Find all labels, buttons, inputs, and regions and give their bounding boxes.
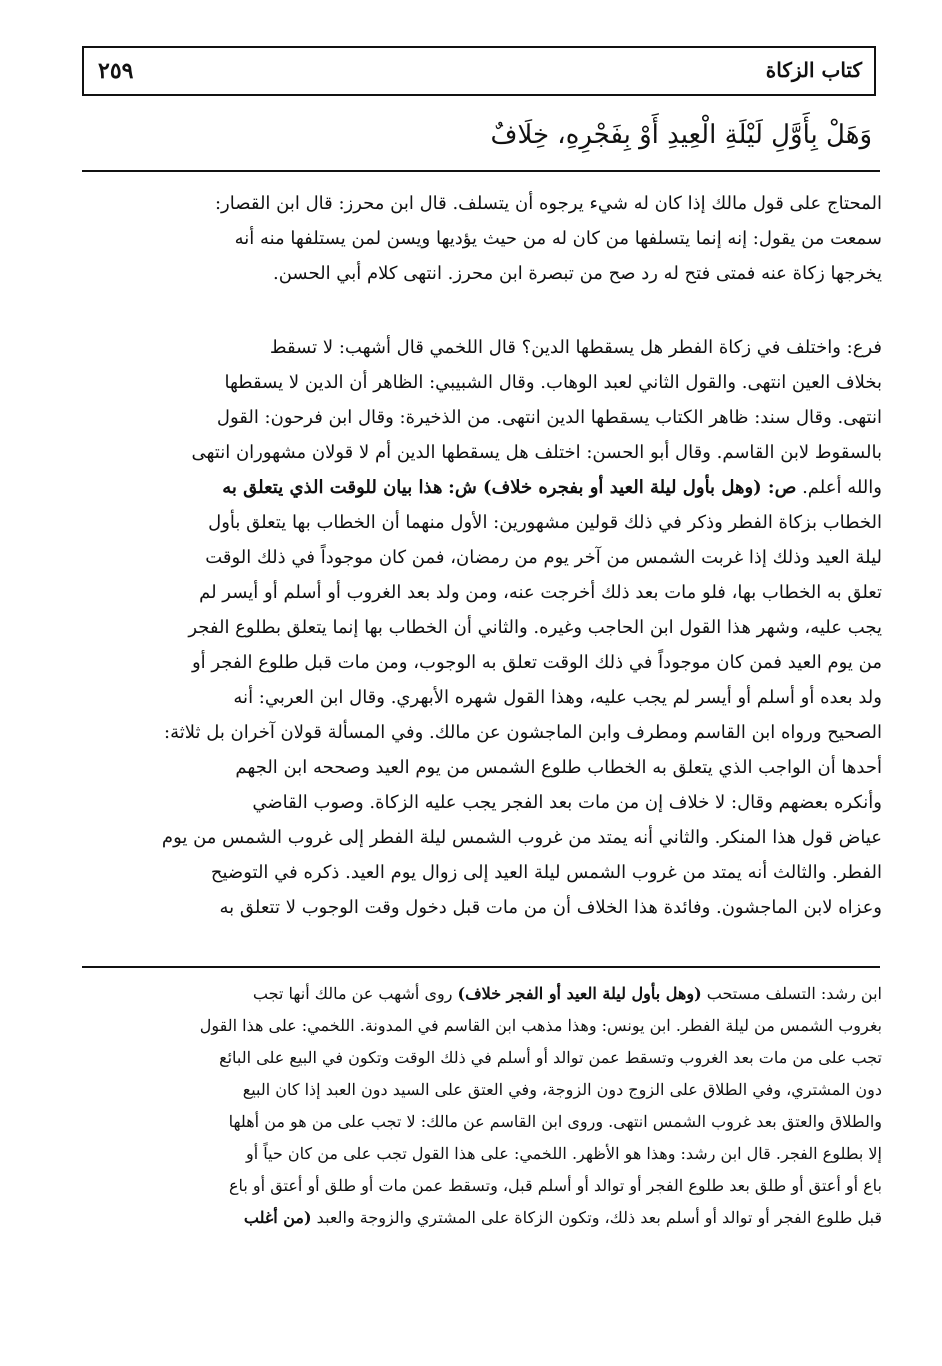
chapter-title: كتاب الزكاة — [765, 58, 862, 82]
footnote-line: والطلاق والعتق بعد غروب الشمس انتهى. وروى ابن القاسم عن مالك: لا تجب على من هو من أهلها — [228, 1112, 882, 1131]
footnote-line: تجب على من مات بعد الغروب وتسقط عمن توالد أو أسلم في ذلك الوقت وتكون في البيع على البائع — [219, 1048, 882, 1067]
text-line: وعزاه لابن الماجشون. وفائدة هذا الخلاف أن من مات قبل دخول وقت الوجوب لا تتعلق به — [219, 897, 882, 918]
text-line: المحتاج على قول مالك إذا كان له شيء يرجوه أن يتسلف. قال ابن محرز: قال ابن القصار: — [214, 193, 882, 214]
footnote-line: دون المشتري، وفي الطلاق على الزوج دون الزوجة، وفي العتق على السيد دون العبد إذا كان البيع — [242, 1080, 882, 1099]
commentary-top — [82, 186, 882, 291]
section-heading: ص: (وهل بأول ليلة العيد أو بفجره خلاف) ش: — [448, 477, 797, 498]
footnote-line: بغروب الشمس من ليلة الفطر. ابن يونس: وهذا مذهب ابن القاسم في المدونة. اللخمي: على هذا القول — [199, 1016, 882, 1035]
matn-separator — [82, 170, 880, 172]
text-line: الفطر. والثالث أنه يمتد من غروب الشمس ليلة العيد إلى زوال يوم العيد. ذكره في التوضيح — [210, 862, 882, 883]
page-number: ٢٥٩ — [98, 58, 134, 84]
text-line: الخطاب بزكاة الفطر وذكر في ذلك قولين مشهورين: الأول منهما أن الخطاب بها يتعلق بأول — [208, 512, 882, 533]
footnote — [82, 978, 882, 1234]
text-line: ولد بعده أو أسلم أو أيسر لم يجب عليه، وهذا القول شهره الأبهري. وقال ابن العربي: أنه — [233, 687, 882, 708]
footnote-lead-rest: روى أشهب عن مالك أنها تجب — [252, 984, 453, 1003]
footnote-line: باع أو أعتق أو طلق بعد طلوع الفجر أو توالد أو أسلم قبل، وتسقط عمن مات أو طلق أو أعتق أو باع — [228, 1176, 882, 1195]
footnote-line: إلا بطلوع الفجر. قال ابن رشد: وهذا هو الأظهر. اللخمي: على هذا القول تجب على من كان حياً أو — [245, 1144, 882, 1163]
text-line: ليلة العيد وذلك إذا غربت الشمس من آخر يوم من رمضان، فمن كان موجوداً في ذلك الوقت — [205, 547, 882, 568]
matn-text: وَهَلْ بِأَوَّلِ لَيْلَةِ الْعِيدِ أَوْ بِفَجْرِهِ، خِلَافٌ — [490, 120, 872, 150]
text-line: الصحيح ورواه ابن القاسم ومطرف وابن الماجشون عن مالك. وفي المسألة قولان آخران بل ثلاثة: — [164, 722, 882, 743]
footnote-quote: (وهل بأول ليلة العيد أو الفجر خلاف) — [457, 984, 702, 1003]
text-line-with-heading — [82, 470, 882, 505]
text-line: تعلق به الخطاب بها، فلو مات بعد ذلك أخرجت عنه، ومن ولد بعد الغروب أو أسلم أو أيسر لم — [199, 582, 882, 603]
footnote-last-line — [82, 1202, 882, 1234]
footnote-lead: ابن رشد: التسلف مستحب — [706, 984, 882, 1003]
text-line: فرع: واختلف في زكاة الفطر هل يسقطها الدين؟ قال اللخمي قال أشهب: لا تسقط — [269, 337, 882, 358]
footnote-first-line — [82, 978, 882, 1010]
text-line: عياض قول هذا المنكر. والثاني أنه يمتد من غروب الشمس ليلة الفطر إلى غروب الشمس من يوم — [161, 827, 882, 848]
heading-explanation: هذا بيان للوقت الذي يتعلق به — [222, 477, 443, 498]
text-line: وأنكره بعضهم وقال: لا خلاف إن من مات بعد الفجر يجب عليه الزكاة. وصوب القاضي — [252, 792, 882, 813]
text-line: يجب عليه، وشهر هذا القول ابن الحاجب وغيره. والثاني أن الخطاب بها إنما يتعلق بطلوع الفجر — [188, 617, 882, 638]
running-header — [82, 46, 876, 96]
closing-phrase: والله أعلم. — [802, 477, 882, 498]
footnote-last-text: قبل طلوع الفجر أو توالد أو أسلم بعد ذلك، وتكون الزكاة على المشتري والزوجة والعبد — [316, 1208, 882, 1227]
text-line: أحدها أن الواجب الذي يتعلق به الخطاب طلوع الشمس من يوم العيد وصححه ابن الجهم — [235, 757, 882, 778]
footnote-last-bold: (من أغلب — [243, 1208, 312, 1227]
text-line: يخرجها زكاة عنه فمتى فتح له رد صح من تبصرة ابن محرز. انتهى كلام أبي الحسن. — [272, 263, 882, 284]
text-line: من يوم العيد فمن كان موجوداً في ذلك الوقت تعلق به الوجوب، ومن مات قبل طلوع الفجر أو — [191, 652, 882, 673]
text-line: بخلاف العين انتهى. والقول الثاني لعبد الوهاب. وقال الشبيبي: الظاهر أن الدين لا يسقطها — [224, 372, 882, 393]
text-line: سمعت من يقول: إنه إنما يتسلفها من كان له من حيث يؤديها ويسن لمن يستلفها منه أنه — [234, 228, 882, 249]
footnote-separator — [82, 966, 880, 968]
text-line: انتهى. وقال سند: ظاهر الكتاب يسقطها الدين انتهى. من الذخيرة: وقال ابن فرحون: القول — [216, 407, 882, 428]
text-line: بالسقوط لابن القاسم. وقال أبو الحسن: اختلف هل يسقطها الدين أم لا قولان مشهوران انتهى — [191, 442, 882, 463]
commentary-main — [82, 330, 882, 925]
